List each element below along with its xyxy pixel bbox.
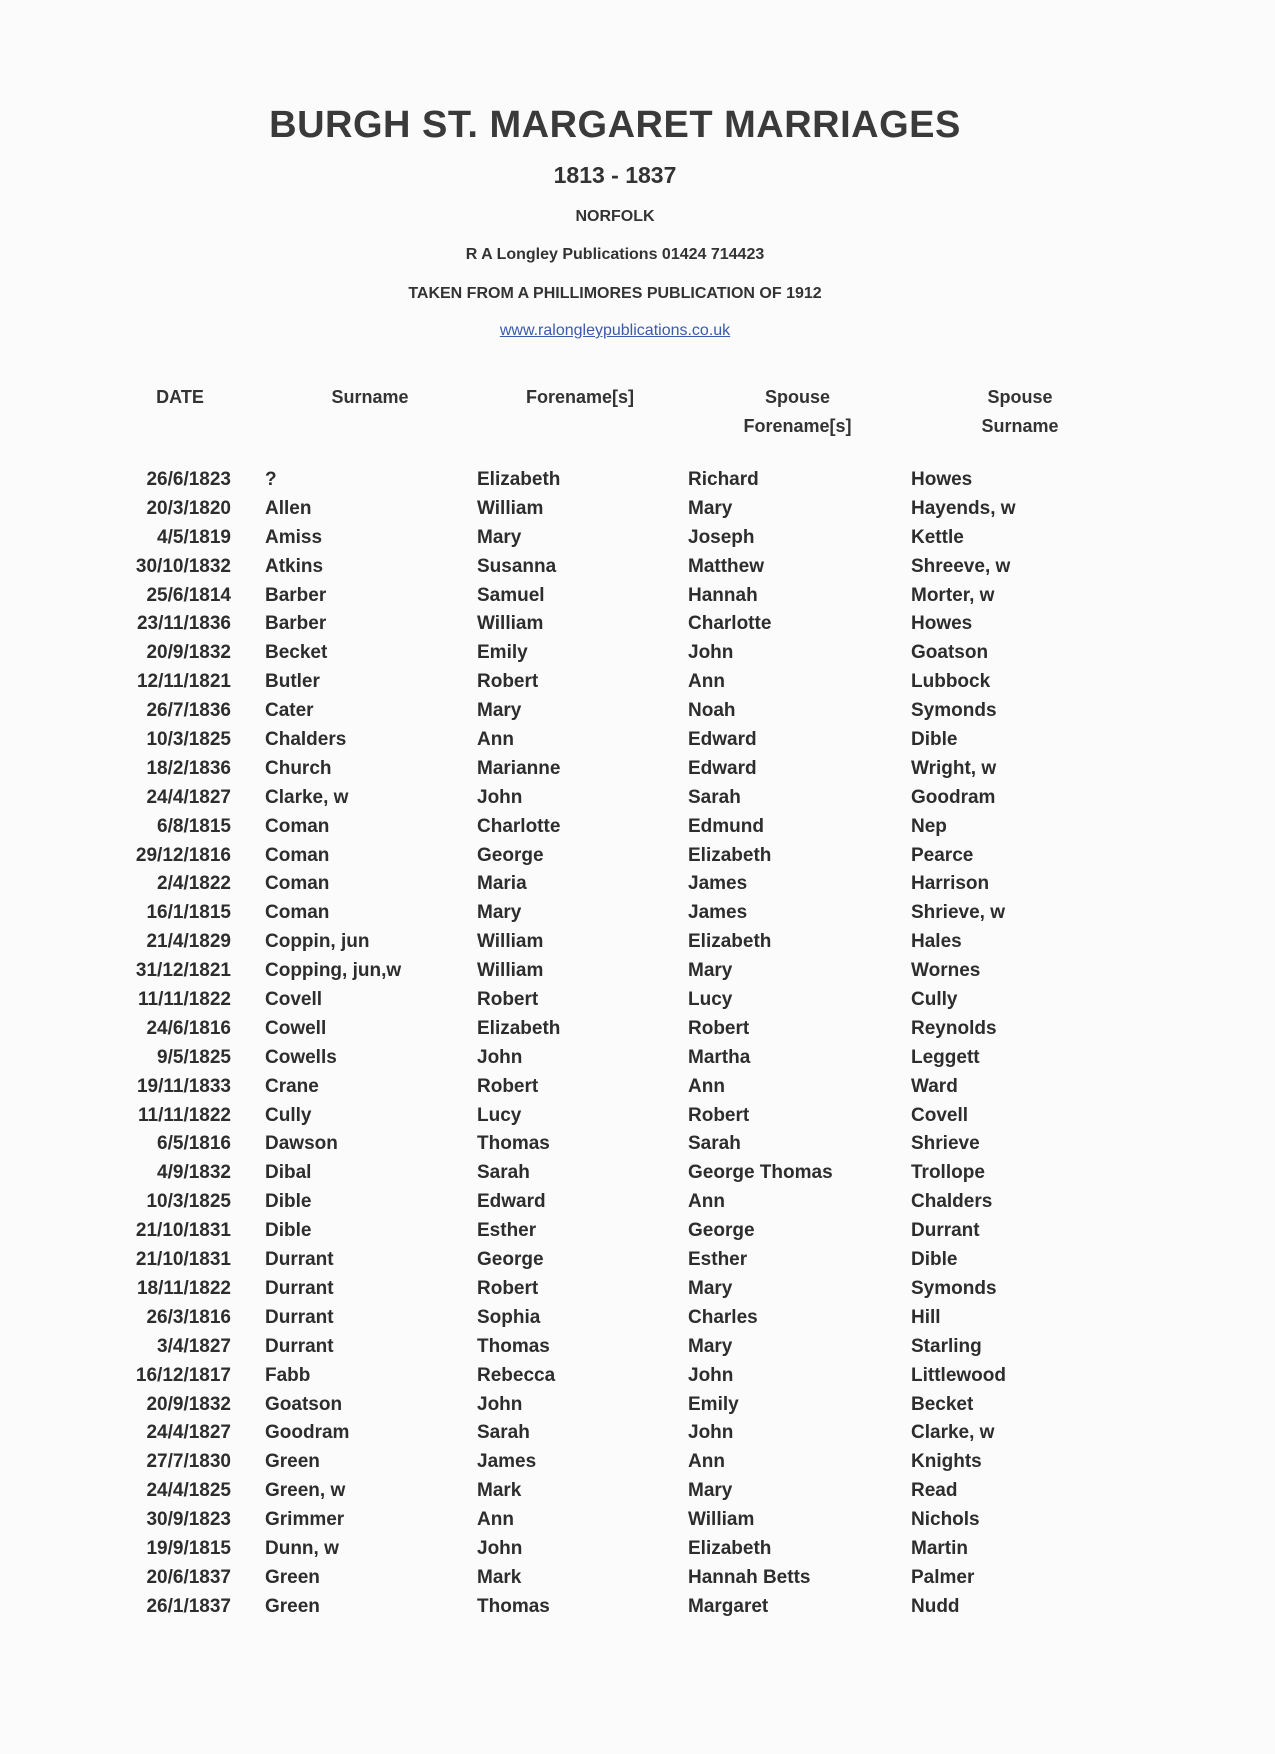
cell-spouse-surname: Reynolds [911,1017,997,1039]
cell-spouse-forename: Lucy [688,989,733,1011]
cell-surname: Green, w [265,1480,346,1502]
cell-surname: Atkins [265,555,324,577]
cell-spouse-forename: Emily [688,1393,739,1415]
cell-surname: Clarke, w [265,786,349,808]
cell-spouse-surname: Leggett [911,1046,980,1068]
table-row [0,1448,1275,1477]
cell-spouse-forename: Mary [688,1480,733,1502]
table-row [0,1564,1275,1593]
cell-date: 20/9/1832 [146,1393,231,1415]
cell-surname: Goatson [265,1393,343,1415]
cell-spouse-forename: Robert [688,1017,750,1039]
cell-surname: Becket [265,642,328,664]
cell-spouse-surname: Martin [911,1537,968,1559]
column-header-forename: Forename[s] [525,387,635,407]
cell-date: 19/9/1815 [146,1537,231,1559]
table-row [0,870,1275,899]
cell-surname: Cully [265,1104,312,1126]
cell-spouse-forename: Edward [688,729,757,751]
cell-date: 20/9/1832 [146,642,231,664]
cell-date: 25/6/1814 [146,584,231,606]
cell-spouse-forename: Robert [688,1104,750,1126]
cell-spouse-forename: John [688,1364,734,1386]
cell-spouse-surname: Shreeve, w [911,555,1011,577]
cell-spouse-surname: Nudd [911,1595,960,1617]
table-row [0,1217,1275,1246]
cell-forename: Thomas [477,1335,550,1357]
cell-date: 10/3/1825 [146,1191,231,1213]
cell-spouse-surname: Kettle [911,526,964,548]
column-header-spouse-surname-line1: Spouse [987,387,1053,407]
cell-forename: Sarah [477,1162,530,1184]
cell-spouse-surname: Goatson [911,642,989,664]
cell-spouse-forename: Hannah Betts [688,1566,811,1588]
cell-date: 18/2/1836 [146,757,231,779]
cell-date: 24/4/1825 [146,1480,231,1502]
cell-spouse-forename: Noah [688,700,736,722]
cell-date: 29/12/1816 [135,844,231,866]
cell-surname: Coman [265,815,330,837]
cell-spouse-surname: Morter, w [911,584,995,606]
cell-forename: Robert [477,1277,539,1299]
cell-surname: Dunn, w [265,1537,339,1559]
cell-spouse-forename: Sarah [688,786,741,808]
cell-spouse-forename: Hannah [688,584,758,606]
cell-forename: John [477,786,523,808]
cell-spouse-forename: Elizabeth [688,1537,772,1559]
table-row [0,1506,1275,1535]
table-row [0,928,1275,957]
cell-surname: Barber [265,584,327,606]
cell-forename: James [477,1451,537,1473]
cell-spouse-surname: Cully [911,989,958,1011]
cell-date: 12/11/1821 [136,671,231,693]
table-row [0,986,1275,1015]
cell-date: 26/7/1836 [146,700,231,722]
cell-spouse-forename: Esther [688,1249,748,1271]
table-row [0,842,1275,871]
cell-date: 20/3/1820 [146,497,231,519]
cell-spouse-forename: Richard [688,469,759,490]
cell-date: 11/11/1822 [138,1104,231,1126]
cell-surname: Cowell [265,1017,327,1039]
cell-forename: Ann [477,1509,514,1531]
page-title: BURGH ST. MARGARET MARRIAGES [269,104,961,146]
cell-date: 27/7/1830 [146,1451,231,1473]
cell-date: 26/3/1816 [146,1306,231,1328]
cell-surname: Dible [265,1220,312,1242]
cell-spouse-surname: Wright, w [911,757,997,779]
cell-surname: Grimmer [265,1509,345,1531]
cell-date: 3/4/1827 [157,1335,231,1357]
cell-spouse-forename: James [688,873,748,895]
cell-spouse-surname: Durrant [911,1220,980,1242]
cell-surname: Cowells [265,1046,337,1068]
year-range: 1813 - 1837 [553,162,677,188]
cell-surname: Green [265,1451,320,1473]
cell-date: 6/5/1816 [157,1133,231,1155]
cell-date: 26/1/1837 [146,1595,231,1617]
table-row [0,813,1275,842]
cell-spouse-forename: Mary [688,1335,733,1357]
cell-date: 9/5/1825 [157,1046,231,1068]
cell-forename: Susanna [477,555,557,577]
cell-surname: Coman [265,873,330,895]
cell-spouse-surname: Harrison [911,873,990,895]
cell-surname: Durrant [265,1306,334,1328]
cell-surname: Amiss [265,526,323,548]
cell-surname: Durrant [265,1249,334,1271]
table-row [0,1391,1275,1420]
cell-spouse-surname: Pearce [911,844,974,866]
cell-date: 6/8/1815 [157,815,231,837]
cell-forename: John [477,1537,523,1559]
cell-surname: Crane [265,1075,319,1097]
cell-spouse-surname: Read [911,1480,958,1502]
cell-spouse-forename: Mary [688,1277,733,1299]
cell-spouse-surname: Ward [911,1075,958,1097]
cell-date: 11/11/1822 [138,989,231,1011]
cell-spouse-surname: Starling [911,1335,982,1357]
cell-spouse-forename: Charles [688,1306,758,1328]
cell-spouse-surname: Hayends, w [911,497,1016,519]
cell-date: 23/11/1836 [136,613,231,635]
cell-date: 21/4/1829 [146,931,231,953]
column-header-spouse-surname-line2: Surname [981,416,1059,436]
cell-spouse-surname: Clarke, w [911,1422,995,1444]
table-row [0,1073,1275,1102]
table-row [0,1275,1275,1304]
cell-spouse-forename: Charlotte [688,613,772,635]
cell-spouse-forename: Edmund [688,815,764,837]
cell-spouse-forename: George [688,1220,755,1242]
cell-date: 31/12/1821 [135,960,231,982]
cell-spouse-forename: Ann [688,1191,725,1213]
column-header-spouse-surname [955,383,1085,441]
cell-surname: Allen [265,497,312,519]
cell-date: 21/10/1831 [135,1220,231,1242]
cell-date: 26/6/1823 [146,469,231,490]
table-row [0,1333,1275,1362]
cell-spouse-forename: Mary [688,497,733,519]
cell-spouse-surname: Shrieve, w [911,902,1005,924]
column-header-surname: Surname [331,387,409,407]
table-row [0,1015,1275,1044]
cell-forename: Rebecca [477,1364,556,1386]
table-row [0,899,1275,928]
cell-forename: William [477,613,544,635]
cell-forename: Sarah [477,1422,530,1444]
cell-spouse-surname: Hales [911,931,962,953]
cell-spouse-forename: Ann [688,671,725,693]
website-link[interactable]: www.ralongleypublications.co.uk [499,322,731,339]
cell-spouse-forename: James [688,902,748,924]
column-header-spouse-forename [725,383,870,441]
table-row [0,495,1275,524]
cell-forename: George [477,1249,544,1271]
cell-forename: Robert [477,671,539,693]
table-row [0,668,1275,697]
cell-spouse-surname: Dible [911,729,958,751]
cell-spouse-forename: Matthew [688,555,764,577]
cell-spouse-forename: Elizabeth [688,931,772,953]
source-note: TAKEN FROM A PHILLIMORES PUBLICATION OF 1912 [408,285,822,302]
table-row [0,639,1275,668]
table-row [0,553,1275,582]
cell-spouse-forename: Martha [688,1046,751,1068]
cell-forename: Elizabeth [477,469,561,490]
cell-spouse-forename: William [688,1509,755,1531]
cell-spouse-surname: Littlewood [911,1364,1006,1386]
table-row [0,957,1275,986]
cell-surname: Durrant [265,1335,334,1357]
county-label: NORFOLK [575,208,655,225]
cell-forename: William [477,931,544,953]
cell-spouse-surname: Symonds [911,700,997,722]
cell-spouse-forename: Ann [688,1075,725,1097]
cell-date: 2/4/1822 [157,873,231,895]
cell-spouse-surname: Nep [911,815,947,837]
cell-date: 10/3/1825 [146,729,231,751]
cell-forename: Robert [477,1075,539,1097]
cell-spouse-forename: Ann [688,1451,725,1473]
cell-forename: Charlotte [477,815,561,837]
table-row [0,1246,1275,1275]
table-row [0,726,1275,755]
cell-spouse-surname: Symonds [911,1277,997,1299]
cell-spouse-forename: Edward [688,757,757,779]
cell-forename: Mary [477,526,522,548]
table-row [0,1188,1275,1217]
marriage-records-table [0,466,1275,1622]
cell-date: 20/6/1837 [146,1566,231,1588]
table-row [0,1159,1275,1188]
cell-forename: Thomas [477,1133,550,1155]
cell-surname: Coman [265,902,330,924]
cell-forename: Robert [477,989,539,1011]
table-row [0,1362,1275,1391]
cell-forename: Mark [477,1566,522,1588]
cell-date: 19/11/1833 [136,1075,231,1097]
cell-spouse-surname: Knights [911,1451,982,1473]
cell-date: 21/10/1831 [135,1249,231,1271]
cell-spouse-forename: John [688,642,734,664]
cell-spouse-surname: Nichols [911,1509,980,1531]
cell-surname: Chalders [265,729,347,751]
table-row [0,1535,1275,1564]
cell-forename: Mary [477,700,522,722]
cell-spouse-surname: Wornes [911,960,981,982]
cell-forename: Elizabeth [477,1017,561,1039]
cell-forename: Esther [477,1220,537,1242]
cell-spouse-forename: George Thomas [688,1162,833,1184]
cell-surname: Church [265,757,332,779]
cell-surname: ? [265,469,277,490]
cell-date: 30/10/1832 [135,555,231,577]
cell-forename: John [477,1393,523,1415]
cell-date: 24/6/1816 [146,1017,231,1039]
column-header-date: DATE [156,387,204,407]
cell-date: 4/9/1832 [157,1162,231,1184]
cell-spouse-surname: Goodram [911,786,996,808]
cell-spouse-surname: Howes [911,613,973,635]
table-row [0,1593,1275,1622]
cell-spouse-surname: Trollope [911,1162,985,1184]
cell-forename: Mark [477,1480,522,1502]
cell-spouse-surname: Shrieve [911,1133,980,1155]
cell-forename: Marianne [477,757,561,779]
table-row [0,1419,1275,1448]
cell-spouse-surname: Dible [911,1249,958,1271]
cell-spouse-forename: Margaret [688,1595,769,1617]
cell-forename: Ann [477,729,514,751]
cell-spouse-surname: Howes [911,469,973,490]
cell-surname: Dible [265,1191,312,1213]
cell-forename: Emily [477,642,528,664]
cell-date: 16/1/1815 [146,902,231,924]
table-row [0,1044,1275,1073]
cell-date: 24/4/1827 [146,1422,231,1444]
cell-surname: Green [265,1566,320,1588]
cell-surname: Barber [265,613,327,635]
cell-spouse-surname: Becket [911,1393,974,1415]
cell-spouse-surname: Chalders [911,1191,993,1213]
cell-surname: Copping, jun,w [265,960,402,982]
cell-forename: Edward [477,1191,546,1213]
table-row [0,697,1275,726]
cell-surname: Cater [265,700,314,722]
publisher-line: R A Longley Publications 01424 714423 [465,246,765,263]
table-row [0,610,1275,639]
cell-forename: Lucy [477,1104,522,1126]
table-row [0,784,1275,813]
cell-surname: Butler [265,671,320,693]
table-row [0,1130,1275,1159]
cell-spouse-forename: John [688,1422,734,1444]
cell-forename: William [477,960,544,982]
cell-surname: Coman [265,844,330,866]
table-row [0,582,1275,611]
cell-date: 4/5/1819 [157,526,231,548]
cell-date: 16/12/1817 [135,1364,231,1386]
cell-forename: Mary [477,902,522,924]
cell-spouse-surname: Lubbock [911,671,991,693]
column-header-spouse-forename-line1: Spouse [764,387,830,407]
cell-spouse-forename: Sarah [688,1133,741,1155]
cell-forename: George [477,844,544,866]
cell-forename: John [477,1046,523,1068]
cell-date: 24/4/1827 [146,786,231,808]
table-row [0,755,1275,784]
cell-surname: Fabb [265,1364,311,1386]
cell-spouse-forename: Mary [688,960,733,982]
cell-forename: Sophia [477,1306,541,1328]
cell-spouse-forename: Joseph [688,526,755,548]
table-row [0,466,1275,495]
cell-spouse-surname: Hill [911,1306,941,1328]
cell-spouse-surname: Covell [911,1104,969,1126]
cell-surname: Covell [265,989,323,1011]
cell-forename: Maria [477,873,527,895]
cell-surname: Dibal [265,1162,312,1184]
cell-spouse-surname: Palmer [911,1566,975,1588]
cell-surname: Goodram [265,1422,350,1444]
cell-surname: Coppin, jun [265,931,370,953]
column-header-spouse-forename-line2: Forename[s] [743,416,852,436]
cell-forename: William [477,497,544,519]
cell-surname: Durrant [265,1277,334,1299]
cell-forename: Thomas [477,1595,550,1617]
table-row [0,1102,1275,1131]
table-row [0,1304,1275,1333]
table-row [0,1477,1275,1506]
cell-surname: Dawson [265,1133,338,1155]
cell-spouse-forename: Elizabeth [688,844,772,866]
cell-date: 30/9/1823 [146,1509,231,1531]
cell-surname: Green [265,1595,320,1617]
cell-forename: Samuel [477,584,545,606]
table-row [0,524,1275,553]
cell-date: 18/11/1822 [136,1277,231,1299]
